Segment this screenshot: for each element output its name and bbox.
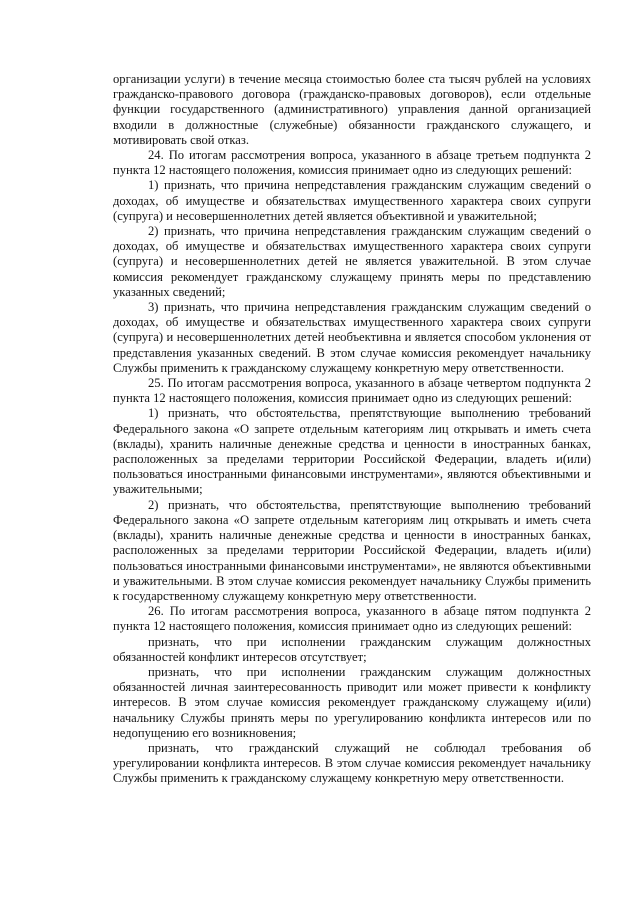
paragraph-25-1: 1) признать, что обстоятельства, препятствующие выполнению требований Федерального закона «О запрете отдельным категориям лиц открывать и иметь счета (вклады), хранить наличные денежные средства и ценности в иностранных банках, расположенных за пределами территории Российской Федерации, владеть и(или) пользоваться иностранными финансовыми инструментами», являются объективными и уважительными; xyxy=(113,406,591,497)
paragraph-continuation: организации услуги) в течение месяца стоимостью более ста тысяч рублей на условиях гражданско-правового договора (гражданско-правовых договоров), если отдельные функции государственного (административного) управления данной организацией входили в должностные (служебные) обязанности гражданского служащего, и мотивировать свой отказ. xyxy=(113,72,591,147)
paragraph-24-3: 3) признать, что причина непредставления гражданским служащим сведений о доходах, об имуществе и обязательствах имущественного характера своих супруги (супруга) и несовершеннолетних детей необъективна и является способом уклонения от представления указанных сведений. В этом случае комиссия рекомендует начальнику Службы применить к гражданскому служащему конкретную меру ответственности. xyxy=(113,300,591,375)
paragraph-26-b: признать, что при исполнении гражданским служащим должностных обязанностей личная заинтересованность приводит или может привести к конфликту интересов. В этом случае комиссия рекомендует гражданскому служащему и(или) начальнику Службы принять меры по урегулированию конфликта интересов или по недопущению его возникновения; xyxy=(113,664,591,740)
paragraph-item-25: 25. По итогам рассмотрения вопроса, указанного в абзаце четвертом подпункта 2 пункта 12 настоящего положения, комиссия принимает одно из следующих решений: xyxy=(113,376,591,406)
paragraph-24-2: 2) признать, что причина непредставления гражданским служащим сведений о доходах, об имуществе и обязательствах имущественного характера своих супруги (супруга) и несовершеннолетних детей не является уважительной. В этом случае комиссия рекомендует гражданскому служащему принять меры по представлению указанных сведений; xyxy=(113,224,591,299)
paragraph-24-1: 1) признать, что причина непредставления гражданским служащим сведений о доходах, об имуществе и обязательствах имущественного характера своих супруги (супруга) и несовершеннолетних детей является объективной и уважительной; xyxy=(113,178,591,223)
paragraph-25-2: 2) признать, что обстоятельства, препятствующие выполнению требований Федерального закона «О запрете отдельным категориям лиц открывать и иметь счета (вклады), хранить наличные денежные средства и ценности в иностранных банках, расположенных за пределами территории Российской Федерации, владеть и(или) пользоваться иностранными финансовыми инструментами», не являются объективными и уважительными. В этом случае комиссия рекомендует начальнику Службы применить к государственному служащему конкретную меру ответственности. xyxy=(113,497,591,603)
paragraph-26-c: признать, что гражданский служащий не соблюдал требования об урегулировании конфликта интересов. В этом случае комиссия рекомендует начальнику Службы применить к гражданскому служащему конкретную меру ответственности. xyxy=(113,740,591,786)
document-body xyxy=(113,72,591,787)
paragraph-item-26: 26. По итогам рассмотрения вопроса, указанного в абзаце пятом подпункта 2 пункта 12 настоящего положения, комиссия принимает одно из следующих решений: xyxy=(113,604,591,634)
paragraph-item-24: 24. По итогам рассмотрения вопроса, указанного в абзаце третьем подпункта 2 пункта 12 настоящего положения, комиссия принимает одно из следующих решений: xyxy=(113,148,591,178)
paragraph-26-a: признать, что при исполнении гражданским служащим должностных обязанностей конфликт интересов отсутствует; xyxy=(113,634,591,664)
